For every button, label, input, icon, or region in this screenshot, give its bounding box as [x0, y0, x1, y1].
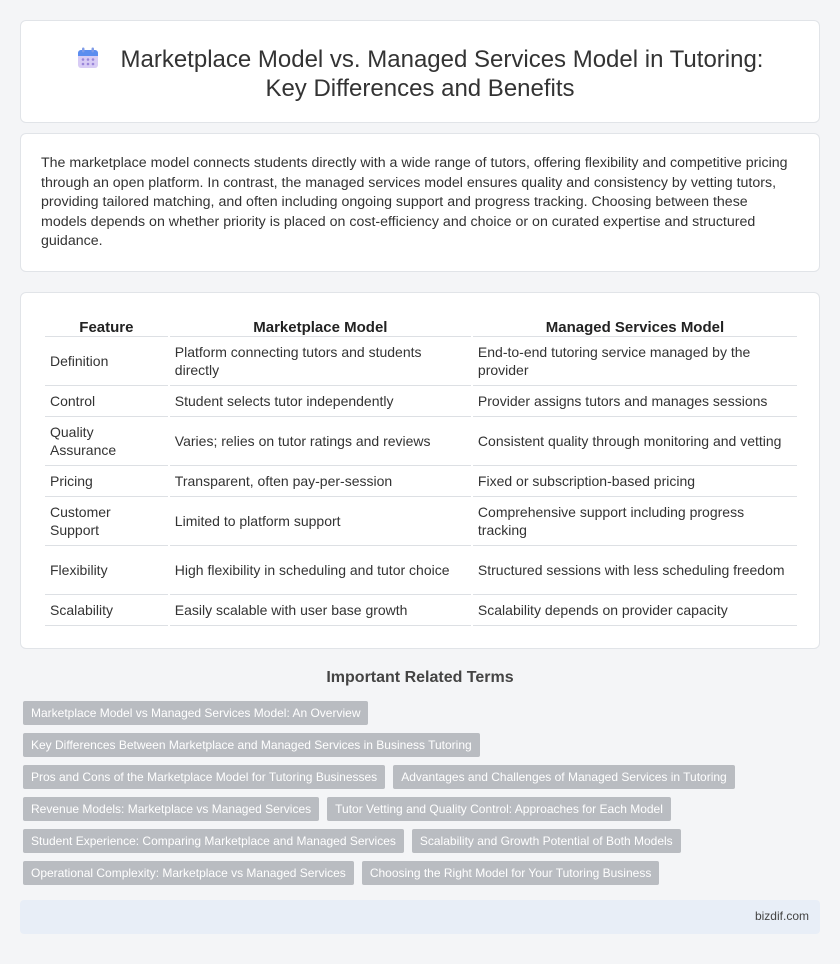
- feature-cell: Flexibility: [45, 546, 168, 595]
- feature-cell: Control: [45, 386, 168, 417]
- comparison-card: [20, 292, 820, 649]
- header-managed: Managed Services Model: [473, 315, 797, 337]
- comparison-table: [43, 315, 799, 626]
- feature-cell: Quality Assurance: [45, 417, 168, 466]
- footer: [20, 900, 820, 934]
- managed-cell: Consistent quality through monitoring and vetting: [473, 417, 797, 466]
- managed-cell: Provider assigns tutors and manages sessions: [473, 386, 797, 417]
- page-title-text: Marketplace Model vs. Managed Services Model in Tutoring: Key Differences and Benefits: [120, 46, 764, 102]
- table-row: [45, 546, 797, 595]
- marketplace-cell: Varies; relies on tutor ratings and reviews: [170, 417, 471, 466]
- related-term-link[interactable]: Operational Complexity: Marketplace vs Managed Services: [23, 861, 354, 885]
- table-row: [45, 497, 797, 546]
- related-term-link[interactable]: Marketplace Model vs Managed Services Model: An Overview: [23, 701, 368, 725]
- page-title: [61, 45, 779, 103]
- table-row: [45, 466, 797, 497]
- marketplace-cell: Student selects tutor independently: [170, 386, 471, 417]
- related-term-link[interactable]: Key Differences Between Marketplace and Managed Services in Business Tutoring: [23, 733, 480, 757]
- marketplace-cell: Platform connecting tutors and students directly: [170, 337, 471, 386]
- related-term-link[interactable]: Tutor Vetting and Quality Control: Approaches for Each Model: [327, 797, 671, 821]
- calendar-icon: [77, 47, 99, 69]
- header-marketplace: Marketplace Model: [170, 315, 471, 337]
- intro-card: [20, 133, 820, 272]
- related-term-link[interactable]: Advantages and Challenges of Managed Services in Tutoring: [393, 765, 735, 789]
- title-card: [20, 20, 820, 123]
- feature-cell: Scalability: [45, 595, 168, 626]
- related-terms-heading: Important Related Terms: [326, 669, 514, 686]
- table-row: [45, 337, 797, 386]
- managed-cell: End-to-end tutoring service managed by the provider: [473, 337, 797, 386]
- related-term-link[interactable]: Scalability and Growth Potential of Both Models: [412, 829, 681, 853]
- marketplace-cell: Transparent, often pay-per-session: [170, 466, 471, 497]
- marketplace-cell: Limited to platform support: [170, 497, 471, 546]
- related-terms: [23, 701, 803, 893]
- page-header: [21, 45, 819, 103]
- table-row: [45, 595, 797, 626]
- marketplace-cell: High flexibility in scheduling and tutor choice: [170, 546, 471, 595]
- feature-cell: Pricing: [45, 466, 168, 497]
- feature-cell: Definition: [45, 337, 168, 386]
- managed-cell: Structured sessions with less scheduling freedom: [473, 546, 797, 595]
- managed-cell: Comprehensive support including progress tracking: [473, 497, 797, 546]
- feature-cell: Customer Support: [45, 497, 168, 546]
- table-row: [45, 386, 797, 417]
- table-header-row: [45, 315, 797, 337]
- managed-cell: Fixed or subscription-based pricing: [473, 466, 797, 497]
- header-feature: Feature: [45, 315, 168, 337]
- related-term-link[interactable]: Choosing the Right Model for Your Tutoring Business: [362, 861, 660, 885]
- intro-paragraph: The marketplace model connects students directly with a wide range of tutors, offering flexibility and competitive pricing through an open platform. In contrast, the managed services model ensures quality and consistency by vetting tutors, providing tailored matching, and often including ongoing support and progress tracking. Choosing between these models depends on whether priority is placed on cost-efficiency and choice or on curated expertise and structured guidance.: [41, 155, 788, 250]
- managed-cell: Scalability depends on provider capacity: [473, 595, 797, 626]
- related-term-link[interactable]: Student Experience: Comparing Marketplace and Managed Services: [23, 829, 404, 853]
- footer-site-link[interactable]: bizdif.com: [754, 909, 809, 923]
- related-term-link[interactable]: Pros and Cons of the Marketplace Model for Tutoring Businesses: [23, 765, 385, 789]
- marketplace-cell: Easily scalable with user base growth: [170, 595, 471, 626]
- related-term-link[interactable]: Revenue Models: Marketplace vs Managed Services: [23, 797, 319, 821]
- table-row: [45, 417, 797, 466]
